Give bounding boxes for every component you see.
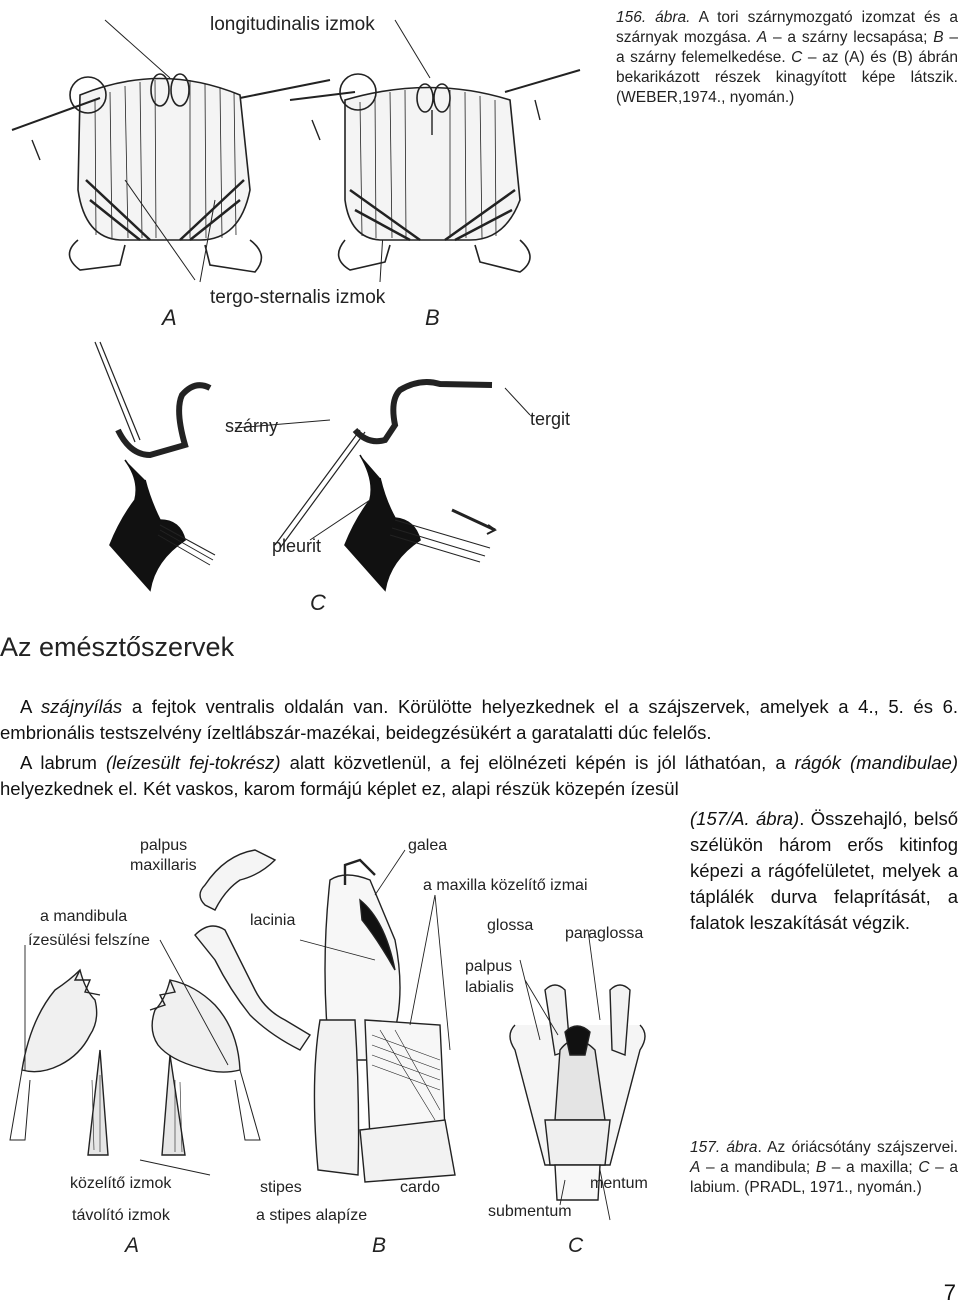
paragraph-3: (157/A. ábra). Összehajló, belső szélükön három erős kitinfog képezi a rágófelületet, melyek a táplálék durva felaprítását, a falatok leszakítását végzik. [690, 808, 958, 933]
label-stipes: stipes [260, 1179, 302, 1196]
figure-156-caption: 156. ábra. A tori szárnymozgató izomzat és a szárnyak mozgása. A – a szárny lecsapása; B – a szárny felemelkedése. C – az (A) és (B) ábrán bekarikázott részek kinagyított képe látszik. (WEBER,1974., nyomán.) [616, 9, 958, 106]
figure-157-caption: 157. ábra. Az óriácsótány szájszervei. A – a mandibula; B – a maxilla; C – a labium. (PRADL, 1971., nyomán.) [690, 1139, 958, 1196]
label-submentum: submentum [488, 1203, 572, 1220]
label-panel-a: A [162, 305, 177, 330]
label-tavolito-izmok: távolító izmok [72, 1207, 170, 1224]
figure-156 [0, 0, 600, 625]
label-szarny: szárny [225, 416, 279, 436]
label-lacinia: lacinia [250, 912, 296, 929]
paragraph-1: A szájnyílás a fejtok ventralis oldalán van. Körülötte helyezkednek el a szájszervek, amelyek a 4., 5. és 6. embrionális testszelvény ízeltlábszár-mazékai, beidegzésükért a garatalatti dúc felelős. [0, 696, 958, 743]
label-kozelito-izmok: közelítő izmok [70, 1175, 172, 1192]
label-galea: galea [408, 837, 448, 854]
label-157-panel-a: A [125, 1234, 140, 1257]
figure-157-drawing [0, 820, 670, 1260]
figure-157 [0, 820, 670, 1260]
label-palpus-maxillaris-1: palpus [140, 837, 188, 854]
label-mandibula-2: ízesülési felszíne [28, 932, 150, 949]
label-157-panel-c: C [568, 1234, 584, 1257]
label-mandibula-1: a mandibula [40, 908, 128, 925]
paragraph-2: A labrum (leízesült fej-tokrész) alatt közvetlenül, a fej elölnézeti képén is jól láthatóan, a rágók (mandibulae) helyezkednek el. Két vaskos, karom formájú képlet ez, alapi részük közepén ízesül [0, 752, 958, 799]
label-paraglossa: paraglossa [565, 925, 644, 942]
label-maxilla-kozelito-izmai: a maxilla közelítő izmai [423, 877, 588, 894]
label-stipes-alapize: a stipes alapíze [256, 1207, 368, 1224]
label-palpus-labialis-1: palpus [465, 958, 513, 975]
label-tergit: tergit [530, 409, 571, 429]
label-mentum: mentum [590, 1175, 648, 1192]
section-heading: Az emésztőszervek [0, 632, 235, 662]
label-palpus-labialis-2: labialis [465, 979, 514, 996]
label-157-panel-b: B [372, 1234, 387, 1257]
label-palpus-maxillaris-2: maxillaris [130, 857, 197, 874]
label-pleurit: pleurit [272, 536, 322, 556]
label-cardo: cardo [400, 1179, 441, 1196]
label-glossa: glossa [487, 917, 534, 934]
label-panel-b: B [425, 305, 440, 330]
label-tergo-sternalis-izmok: tergo-sternalis izmok [210, 287, 386, 308]
figure-156-drawing [0, 0, 600, 625]
label-panel-c: C [310, 590, 326, 615]
page-number: 7 [943, 1280, 956, 1305]
label-longitudinalis-izmok: longitudinalis izmok [210, 14, 375, 35]
